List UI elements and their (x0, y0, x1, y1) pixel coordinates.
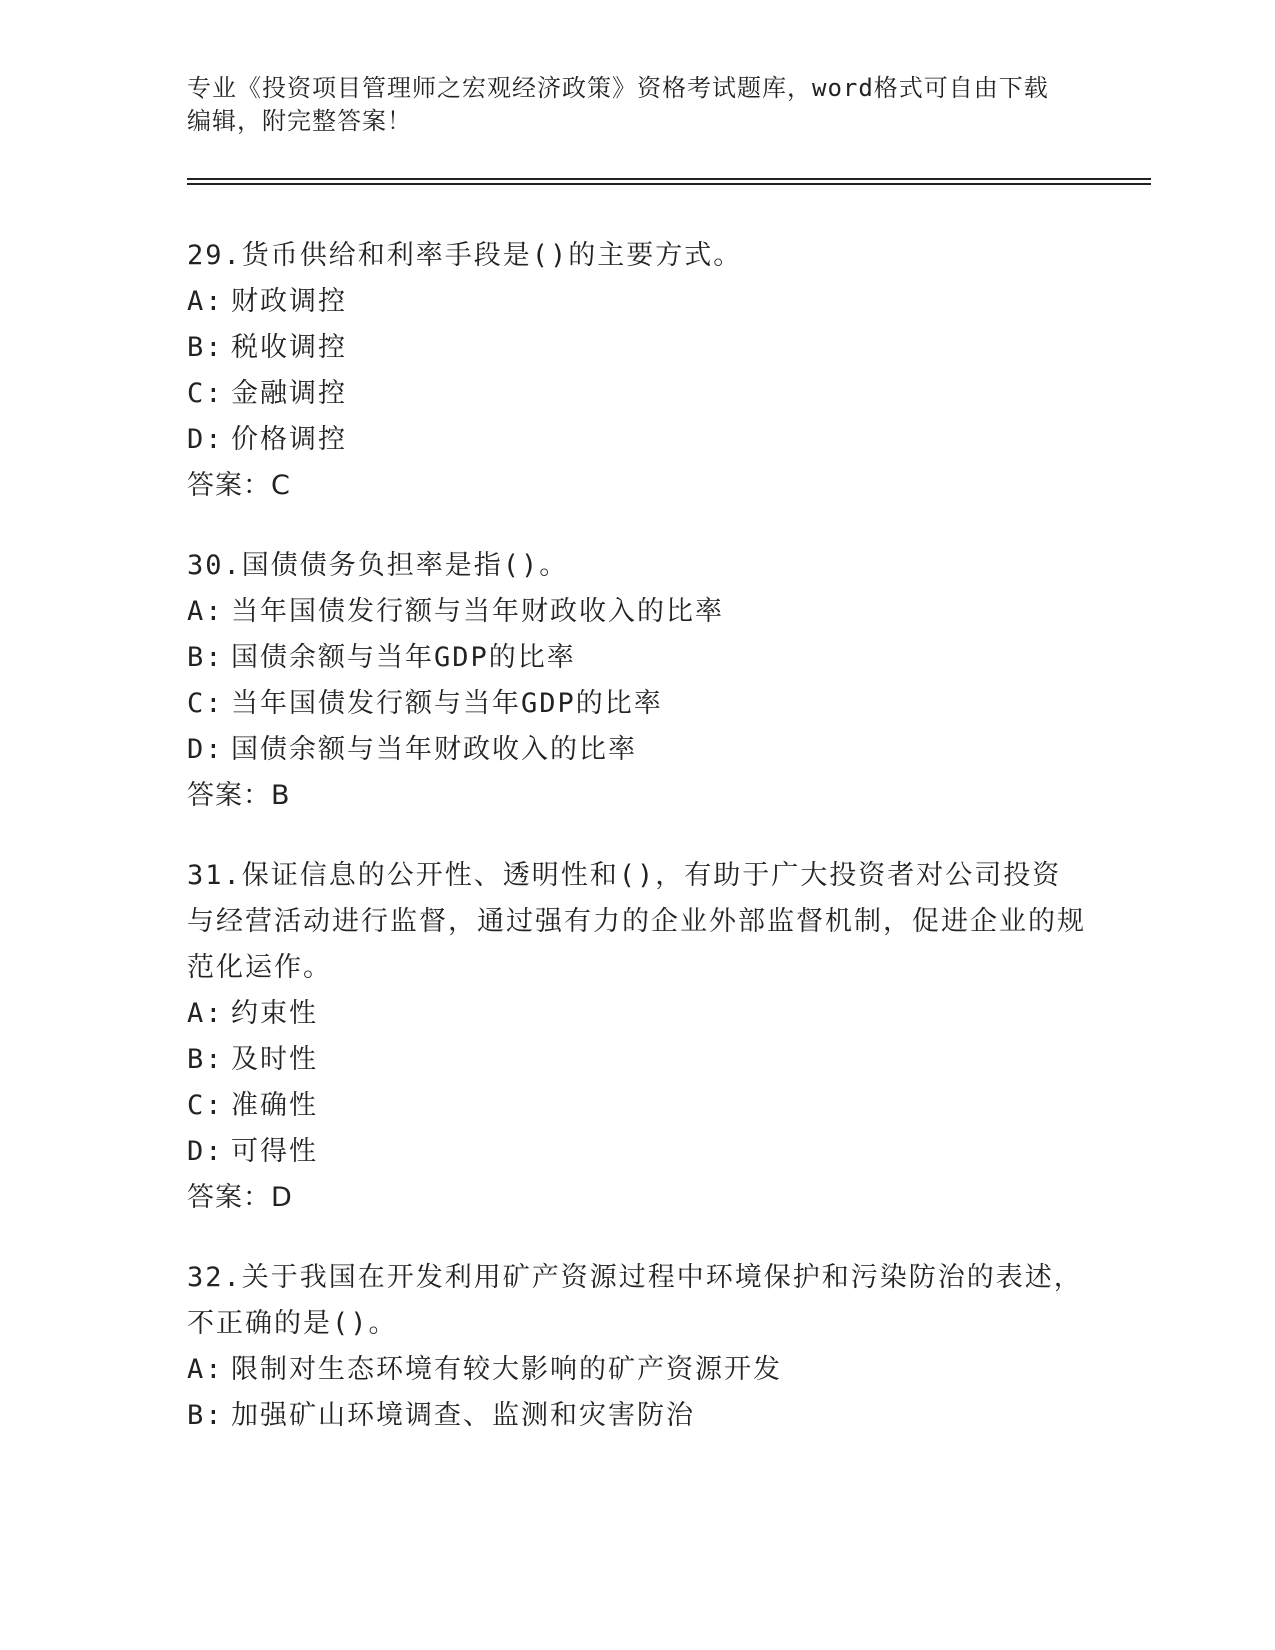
option-a (187, 279, 1087, 325)
option-a (187, 991, 1087, 1037)
option-b (187, 635, 1087, 681)
option-text: 可得性 (231, 1136, 318, 1167)
option-label: D: (187, 1136, 224, 1167)
option-label: A: (187, 286, 224, 317)
option-label: B: (187, 1400, 224, 1431)
option-label: A: (187, 1354, 224, 1385)
answer-line: 答案：D (187, 1182, 293, 1213)
question-31 (187, 853, 1087, 1221)
option-c (187, 371, 1087, 417)
header-divider-top (187, 178, 1151, 180)
option-text: 金融调控 (231, 378, 347, 409)
option-label: C: (187, 1090, 224, 1121)
question-text: 32.关于我国在开发利用矿产资源过程中环境保护和污染防治的表述，不正确的是()。 (187, 1262, 1083, 1339)
option-d (187, 727, 1087, 773)
option-text: 准确性 (231, 1090, 318, 1121)
question-text: 31.保证信息的公开性、透明性和()，有助于广大投资者对公司投资与经营活动进行监督，通过强有力的企业外部监督机制，促进企业的规范化运作。 (187, 860, 1086, 983)
option-text: 限制对生态环境有较大影响的矿产资源开发 (231, 1354, 782, 1385)
option-c (187, 1083, 1087, 1129)
answer-line: 答案：C (187, 470, 291, 501)
option-text: 价格调控 (231, 424, 347, 455)
option-d (187, 417, 1087, 463)
option-text: 加强矿山环境调查、监测和灾害防治 (231, 1400, 695, 1431)
document-header: 专业《投资项目管理师之宏观经济政策》资格考试题库，word格式可自由下载编辑，附完整答案！ (187, 74, 1049, 135)
option-label: B: (187, 1044, 224, 1075)
option-label: C: (187, 378, 224, 409)
question-text: 29.货币供给和利率手段是()的主要方式。 (187, 240, 743, 271)
option-label: B: (187, 642, 224, 673)
option-c (187, 681, 1087, 727)
option-text: 约束性 (231, 998, 318, 1029)
option-b (187, 1393, 1087, 1439)
header-divider-bottom (187, 183, 1151, 185)
option-text: 及时性 (231, 1044, 318, 1075)
option-a (187, 589, 1087, 635)
option-text: 国债余额与当年财政收入的比率 (231, 734, 637, 765)
option-label: A: (187, 596, 224, 627)
option-text: 税收调控 (231, 332, 347, 363)
option-a (187, 1347, 1087, 1393)
question-29 (187, 233, 1087, 509)
question-30 (187, 543, 1087, 819)
option-text: 财政调控 (231, 286, 347, 317)
option-label: D: (187, 734, 224, 765)
option-label: A: (187, 998, 224, 1029)
option-b (187, 1037, 1087, 1083)
option-text: 当年国债发行额与当年财政收入的比率 (231, 596, 724, 627)
option-d (187, 1129, 1087, 1175)
question-32 (187, 1255, 1087, 1439)
option-label: D: (187, 424, 224, 455)
option-label: C: (187, 688, 224, 719)
question-list (187, 233, 1087, 1473)
option-b (187, 325, 1087, 371)
option-text: 当年国债发行额与当年GDP的比率 (231, 688, 663, 719)
option-label: B: (187, 332, 224, 363)
answer-line: 答案：B (187, 780, 291, 811)
option-text: 国债余额与当年GDP的比率 (231, 642, 576, 673)
question-text: 30.国债债务负担率是指()。 (187, 550, 569, 581)
